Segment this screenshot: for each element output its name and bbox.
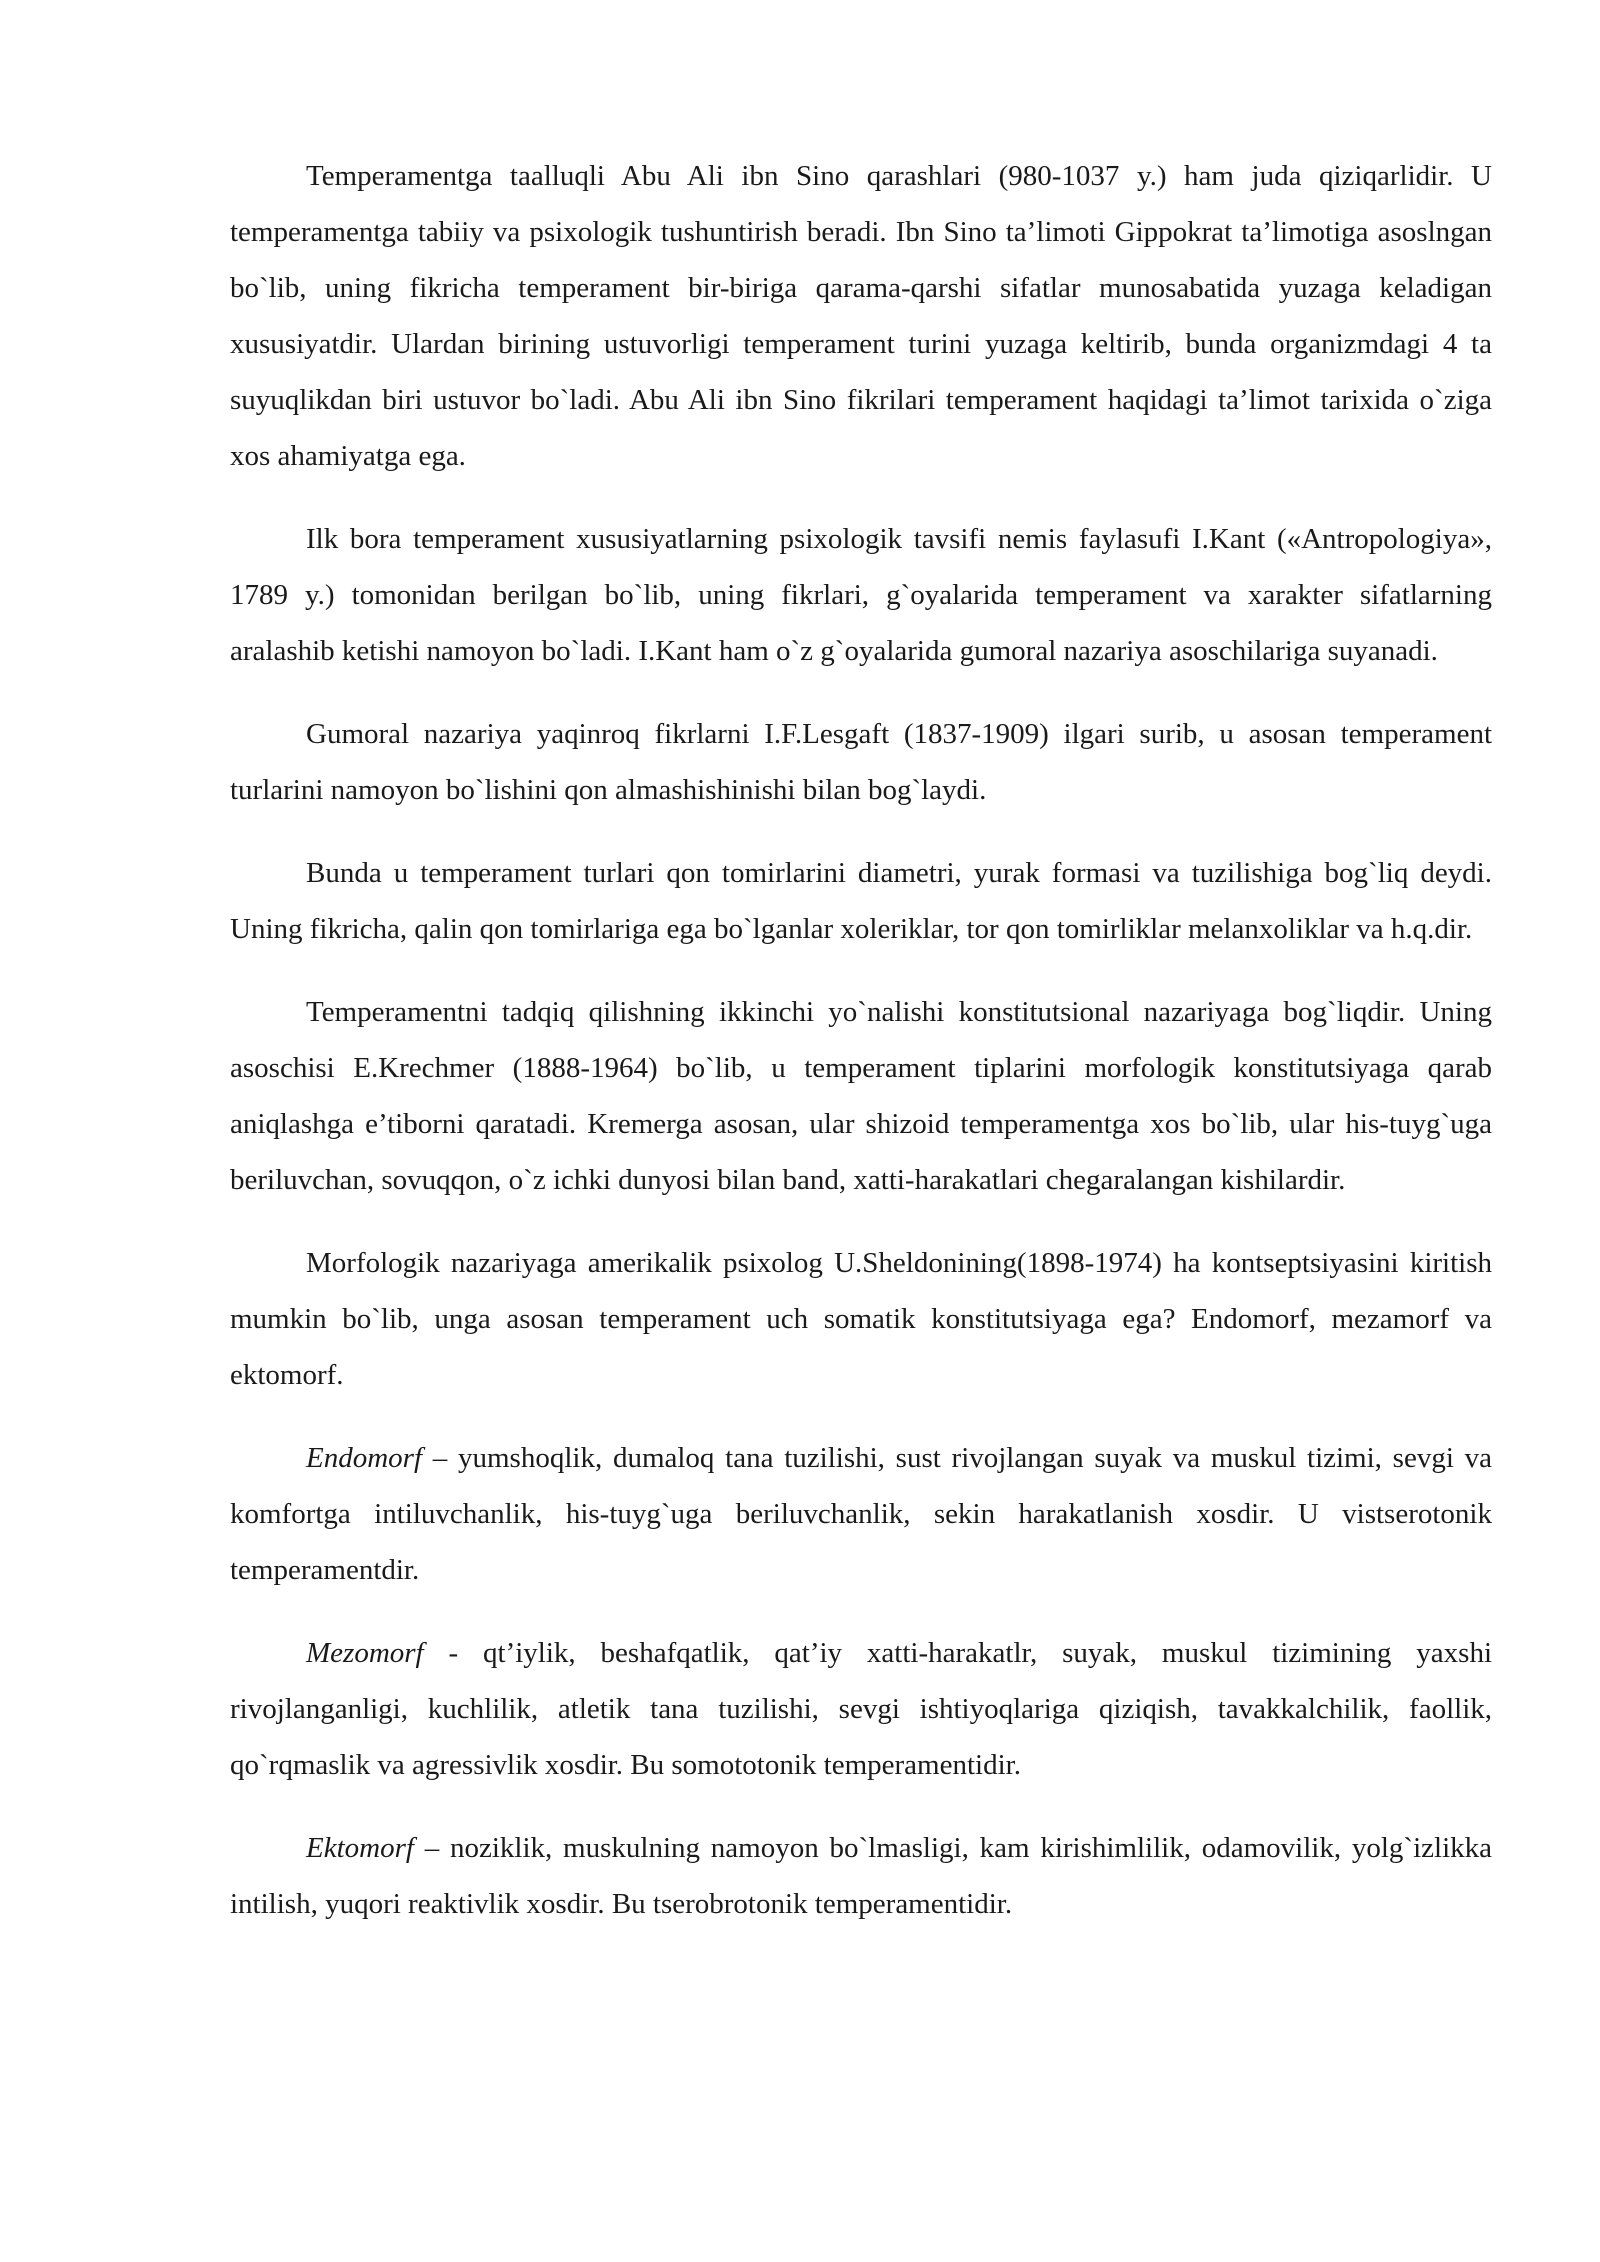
paragraph-ibn-sino xyxy=(230,148,1492,484)
paragraph-krechmer xyxy=(230,984,1492,1208)
paragraph-text: - qt’iylik, beshafqatlik, qat’iy xatti-harakatlr, suyak, muskul tizimining yaxshi rivojlanganligi, kuchlilik, atletik tana tuzilishi, sevgi ishtiyoqlariga qiziqish, tavakkalchilik, faollik, qo`rqmaslik va agressivlik xosdir. Bu somototonik temperamentidir. xyxy=(230,1637,1492,1781)
paragraph-text: Temperamentni tadqiq qilishning ikkinchi yo`nalishi konstitutsional nazariyaga bog`liqdir. Uning asoschisi E.Krechmer (1888-1964) bo`lib, u temperament tiplarini morfologik konstitutsiyaga qarab aniqlashga e’tiborni qaratadi. Kremerga asosan, ular shizoid temperamentga xos bo`lib, ular his-tuyg`uga beriluvchan, sovuqqon, o`z ichki dunyosi bilan band, xatti-harakatlari chegaralangan kishilardir. xyxy=(230,996,1492,1196)
paragraph-text: Temperamentga taalluqli Abu Ali ibn Sino qarashlari (980-1037 y.) ham juda qiziqarlidir. U temperamentga tabiiy va psixologik tushuntirish beradi. Ibn Sino ta’limoti Gippokrat ta’limotiga asoslngan bo`lib, uning fikricha temperament bir-biriga qarama-qarshi sifatlar munosabatida yuzaga keladigan xususiyatdir. Ulardan birining ustuvorligi temperament turini yuzaga keltirib, bunda organizmdagi 4 ta suyuqlikdan biri ustuvor bo`ladi. Abu Ali ibn Sino fikrilari temperament haqidagi ta’limot tarixida o`ziga xos ahamiyatga ega. xyxy=(230,160,1492,472)
document-body xyxy=(230,148,1492,1959)
paragraph-text: Ilk bora temperament xususiyatlarning psixologik tavsifi nemis faylasufi I.Kant («Antropologiya», 1789 y.) tomonidan berilgan bo`lib, uning fikrlari, g`oyalarida temperament va xarakter sifatlarning aralashib ketishi namoyon bo`ladi. I.Kant ham o`z g`oyalarida gumoral nazariya asoschilariga suyanadi. xyxy=(230,523,1492,667)
paragraph-kant xyxy=(230,511,1492,679)
term-endomorph: Endomorf xyxy=(306,1442,422,1474)
paragraph-text: Gumoral nazariya yaqinroq fikrlarni I.F.Lesgaft (1837-1909) ilgari surib, u asosan temperament turlarini namoyon bo`lishini qon almashishinishi bilan bog`laydi. xyxy=(230,718,1492,806)
term-mesomorph: Mezomorf xyxy=(306,1637,424,1669)
paragraph-endomorph xyxy=(230,1430,1492,1598)
paragraph-ectomorph xyxy=(230,1820,1492,1932)
paragraph-lesgaft xyxy=(230,706,1492,818)
paragraph-text: – yumshoqlik, dumaloq tana tuzilishi, sust rivojlangan suyak va muskul tizimi, sevgi va komfortga intiluvchanlik, his-tuyg`uga beriluvchanlik, sekin harakatlanish xosdir. U vistserotonik temperamentdir. xyxy=(230,1442,1492,1586)
paragraph-blood-vessels xyxy=(230,845,1492,957)
paragraph-text: Bunda u temperament turlari qon tomirlarini diametri, yurak formasi va tuzilishiga bog`liq deydi. Uning fikricha, qalin qon tomirlariga ega bo`lganlar xoleriklar, tor qon tomirliklar melanxoliklar va h.q.dir. xyxy=(230,857,1492,945)
paragraph-sheldon xyxy=(230,1235,1492,1403)
paragraph-mesomorph xyxy=(230,1625,1492,1793)
paragraph-text: – noziklik, muskulning namoyon bo`lmasligi, kam kirishimlilik, odamovilik, yolg`izlikka intilish, yuqori reaktivlik xosdir. Bu tserobrotonik temperamentidir. xyxy=(230,1832,1492,1920)
paragraph-text: Morfologik nazariyaga amerikalik psixolog U.Sheldonining(1898-1974) ha kontseptsiyasini kiritish mumkin bo`lib, unga asosan temperament uch somatik konstitutsiyaga ega? Endomorf, mezamorf va ektomorf. xyxy=(230,1247,1492,1391)
term-ectomorph: Ektomorf xyxy=(306,1832,414,1864)
